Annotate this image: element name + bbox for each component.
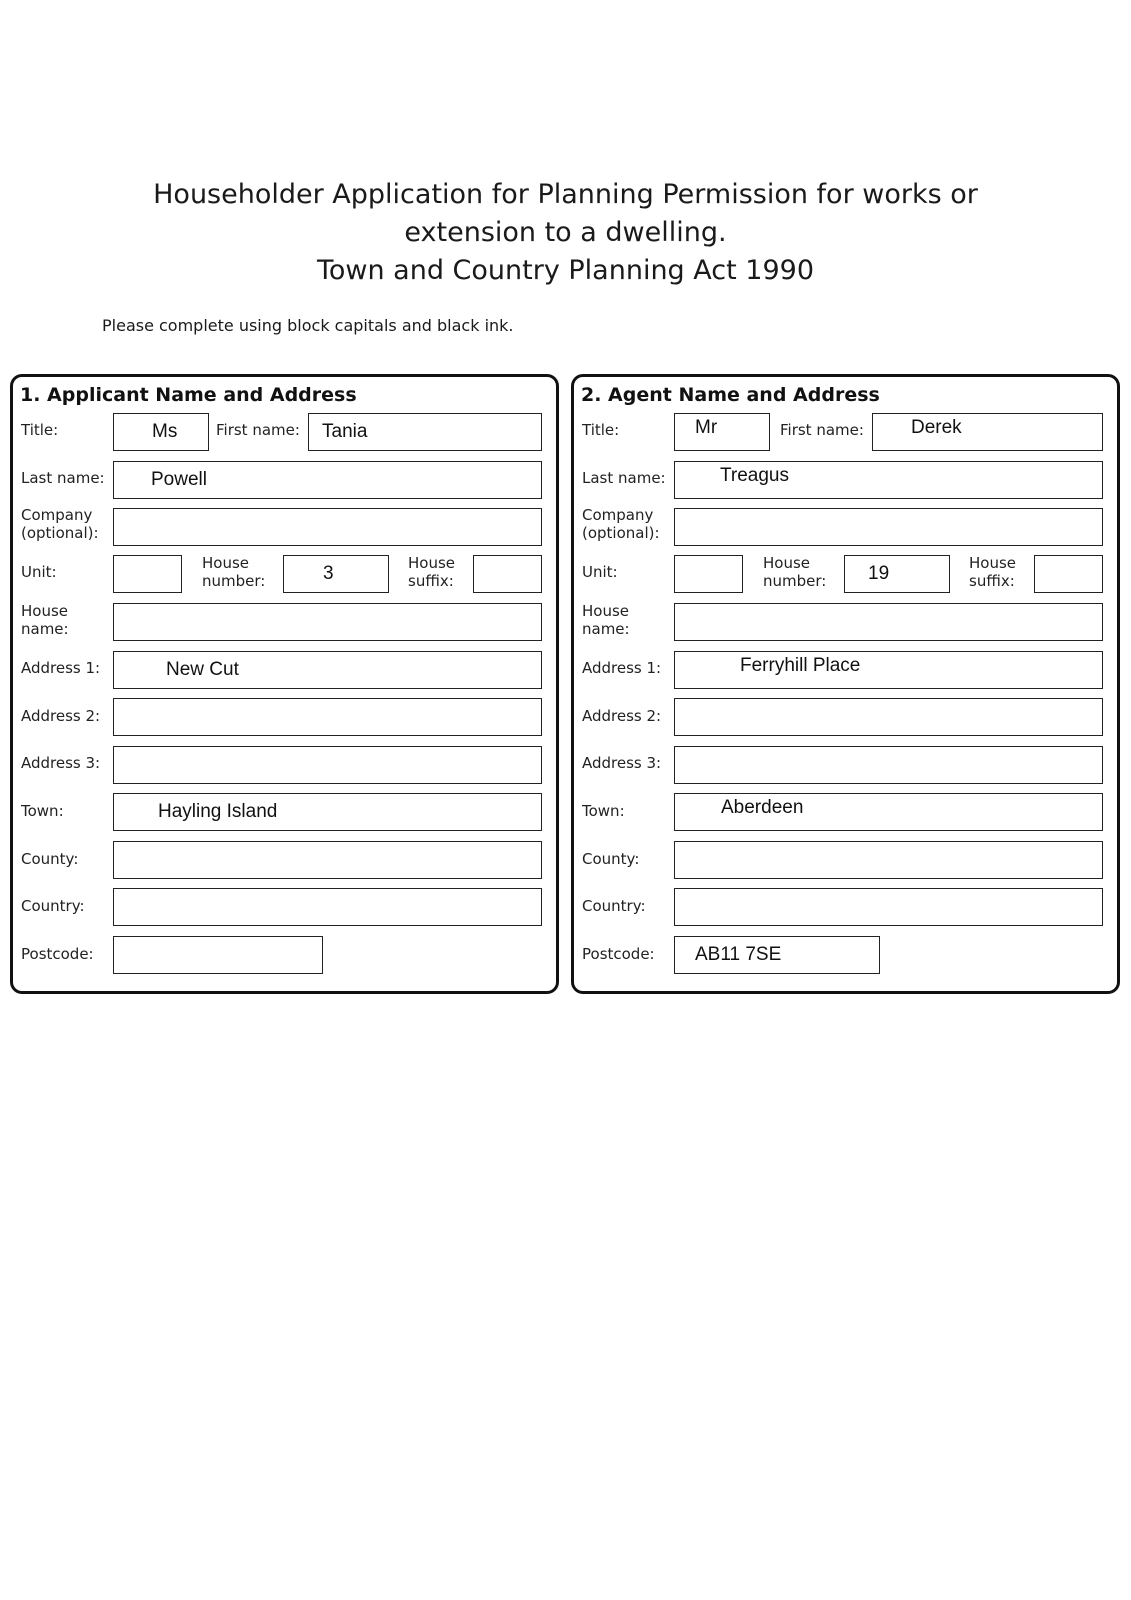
applicant-unit-field[interactable] bbox=[113, 555, 182, 593]
address1-label: Address 1: bbox=[21, 659, 101, 677]
house-number-label: House number: bbox=[202, 554, 266, 590]
house-name-label: House name: bbox=[582, 602, 630, 638]
applicant-house-suffix-field[interactable] bbox=[473, 555, 542, 593]
agent-section bbox=[571, 374, 1120, 994]
applicant-title-field[interactable]: Ms bbox=[113, 413, 209, 451]
address3-label: Address 3: bbox=[21, 754, 101, 772]
town-label: Town: bbox=[21, 802, 64, 820]
unit-label: Unit: bbox=[21, 563, 57, 581]
applicant-postcode-field[interactable] bbox=[113, 936, 323, 974]
applicant-last-name-field[interactable]: Powell bbox=[113, 461, 542, 499]
applicant-country-field[interactable] bbox=[113, 888, 542, 926]
address2-label: Address 2: bbox=[582, 707, 662, 725]
postcode-label: Postcode: bbox=[582, 945, 655, 963]
applicant-address3-field[interactable] bbox=[113, 746, 542, 784]
agent-last-name-field[interactable]: Treagus bbox=[674, 461, 1103, 499]
agent-house-number-field[interactable]: 19 bbox=[844, 555, 950, 593]
title-label: Title: bbox=[582, 421, 620, 439]
agent-country-field[interactable] bbox=[674, 888, 1103, 926]
agent-first-name-field[interactable]: Derek bbox=[872, 413, 1103, 451]
agent-postcode-field[interactable]: AB11 7SE bbox=[674, 936, 880, 974]
house-number-label: House number: bbox=[763, 554, 827, 590]
agent-address3-field[interactable] bbox=[674, 746, 1103, 784]
agent-house-name-field[interactable] bbox=[674, 603, 1103, 641]
county-label: County: bbox=[582, 850, 640, 868]
applicant-house-name-field[interactable] bbox=[113, 603, 542, 641]
agent-county-field[interactable] bbox=[674, 841, 1103, 879]
applicant-house-number-field[interactable]: 3 bbox=[283, 555, 389, 593]
first-name-label: First name: bbox=[216, 421, 300, 439]
applicant-town-field[interactable]: Hayling Island bbox=[113, 793, 542, 831]
agent-town-field[interactable]: Aberdeen bbox=[674, 793, 1103, 831]
form-title-line-2: extension to a dwelling. bbox=[404, 217, 727, 248]
instructions: Please complete using block capitals and black ink. bbox=[102, 316, 514, 335]
agent-unit-field[interactable] bbox=[674, 555, 743, 593]
applicant-section bbox=[10, 374, 559, 994]
house-suffix-label: House suffix: bbox=[969, 554, 1017, 590]
company-label: Company (optional): bbox=[582, 506, 660, 542]
agent-company-field[interactable] bbox=[674, 508, 1103, 546]
house-suffix-label: House suffix: bbox=[408, 554, 456, 590]
agent-address1-field[interactable]: Ferryhill Place bbox=[674, 651, 1103, 689]
last-name-label: Last name: bbox=[21, 469, 105, 487]
address1-label: Address 1: bbox=[582, 659, 662, 677]
applicant-county-field[interactable] bbox=[113, 841, 542, 879]
company-label: Company (optional): bbox=[21, 506, 99, 542]
address2-label: Address 2: bbox=[21, 707, 101, 725]
country-label: Country: bbox=[582, 897, 646, 915]
county-label: County: bbox=[21, 850, 79, 868]
agent-house-suffix-field[interactable] bbox=[1034, 555, 1103, 593]
applicant-address2-field[interactable] bbox=[113, 698, 542, 736]
agent-address2-field[interactable] bbox=[674, 698, 1103, 736]
agent-title-field[interactable]: Mr bbox=[674, 413, 770, 451]
form-title-line-3: Town and Country Planning Act 1990 bbox=[316, 255, 815, 286]
applicant-first-name-field[interactable]: Tania bbox=[308, 413, 542, 451]
form-title-line-1: Householder Application for Planning Permission for works or bbox=[153, 179, 978, 210]
town-label: Town: bbox=[582, 802, 625, 820]
form-title bbox=[0, 176, 1131, 290]
applicant-heading: 1. Applicant Name and Address bbox=[20, 384, 357, 406]
applicant-company-field[interactable] bbox=[113, 508, 542, 546]
agent-heading: 2. Agent Name and Address bbox=[581, 384, 880, 406]
last-name-label: Last name: bbox=[582, 469, 666, 487]
house-name-label: House name: bbox=[21, 602, 69, 638]
address3-label: Address 3: bbox=[582, 754, 662, 772]
unit-label: Unit: bbox=[582, 563, 618, 581]
postcode-label: Postcode: bbox=[21, 945, 94, 963]
applicant-address1-field[interactable]: New Cut bbox=[113, 651, 542, 689]
first-name-label: First name: bbox=[780, 421, 864, 439]
country-label: Country: bbox=[21, 897, 85, 915]
title-label: Title: bbox=[21, 421, 59, 439]
